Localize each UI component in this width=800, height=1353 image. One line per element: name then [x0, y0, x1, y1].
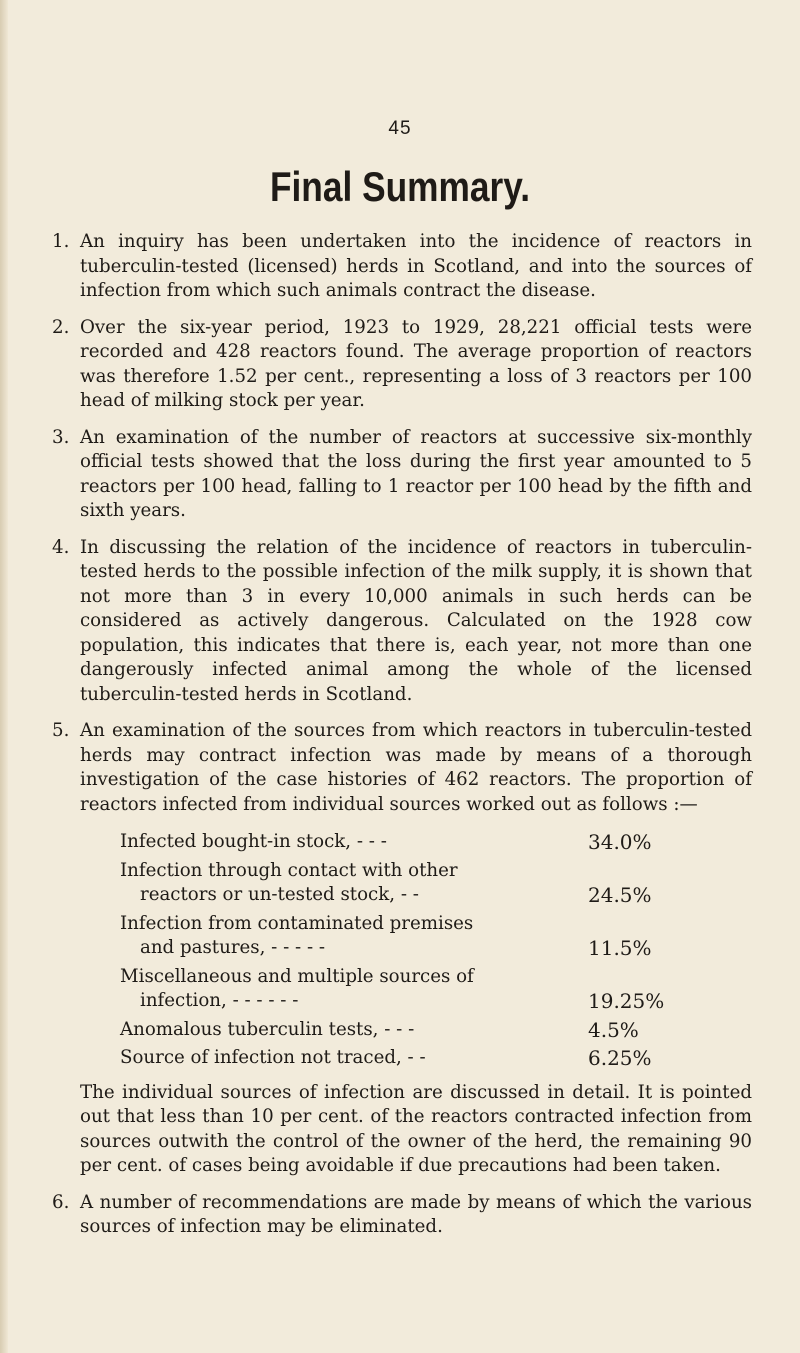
source-label: Infection from contaminated premises	[120, 912, 474, 934]
item-number: 2.	[52, 316, 70, 338]
list-item	[52, 230, 752, 304]
page-edge	[0, 0, 8, 1353]
item-text: An examination of the sources from which reactors in tuberculin-tested herds may contract infection was made by means of a thorough investigation of the case histories of 462 reactors. The proportion of reactors infected from individual sources worked out as follows :—	[80, 720, 752, 815]
source-label: Infected bought-in stock, - - -	[120, 831, 387, 852]
source-label-cont: infection, - - - - - -	[140, 990, 299, 1011]
item-text: A number of recommendations are made by means of which the various sources of infection may be eliminated.	[80, 1191, 752, 1237]
table-row	[120, 859, 700, 912]
source-label: Infection through contact with other	[120, 859, 458, 881]
list-item	[52, 719, 752, 1179]
source-label-cont: reactors or un-tested stock, - -	[140, 884, 419, 905]
source-label: Anomalous tuberculin tests, - - -	[120, 1018, 415, 1040]
infection-sources-table	[120, 830, 700, 1075]
source-label: Miscellaneous and multiple sources of	[120, 965, 474, 987]
page-title: Final Summary.	[269, 163, 531, 210]
list-item	[52, 1191, 752, 1240]
source-label: Source of infection not traced, - -	[120, 1047, 426, 1068]
source-percent: 4.5%	[588, 1017, 639, 1042]
table-row	[120, 1018, 700, 1047]
source-label-cont: and pastures, - - - - -	[140, 937, 326, 958]
item-text: Over the six-year period, 1923 to 1929, 28,221 official tests were recorded and 428 reactors found. The average proportion of reactors was therefore 1.52 per cent., representing a loss of 3 reactors per 100 head of milking stock per year.	[80, 316, 752, 411]
item-number: 3.	[52, 426, 70, 448]
item-number: 5.	[52, 720, 70, 741]
source-percent: 11.5%	[588, 936, 652, 960]
item-number: 1.	[52, 231, 70, 252]
list-item	[52, 316, 752, 414]
list-item	[52, 426, 752, 524]
source-percent: 34.0%	[588, 830, 652, 854]
table-row	[120, 1046, 700, 1075]
page-number: 45	[388, 118, 412, 139]
summary-list	[52, 230, 752, 1252]
item-text-continuation: The individual sources of infection are discussed in detail. It is pointed out that less than 10 per cent. of the reactors contracted infection from sources outwith the control of the owner of the herd, the remaining 90 per cent. of cases being avoidable if due precautions had been taken.	[80, 1081, 752, 1176]
table-row	[120, 830, 700, 859]
item-text: An examination of the number of reactors at successive six-monthly official tests showed that the loss during the first year amounted to 5 reactors per 100 head, falling to 1 reactor per 100 head by the fifth and sixth years.	[80, 426, 752, 521]
source-percent: 24.5%	[588, 883, 652, 907]
item-text: An inquiry has been undertaken into the incidence of reactors in tuberculin-tested (licensed) herds in Scotland, and into the sources of infection from which such animals contract the disease.	[80, 231, 752, 301]
item-text: In discussing the relation of the incidence of reactors in tuberculin-tested herds to the possible infection of the milk supply, it is shown that not more than 3 in every 10,000 animals in such herds can be considered as actively dangerous. Calculated on the 1928 cow population, this indicates that there is, each year, not more than one dangerously infected animal among the whole of the licensed tuberculin-tested herds in Scotland.	[80, 536, 752, 705]
table-row	[120, 965, 700, 1018]
source-percent: 19.25%	[588, 989, 665, 1013]
list-item	[52, 536, 752, 708]
table-row	[120, 912, 700, 965]
item-number: 4.	[52, 536, 70, 558]
source-percent: 6.25%	[588, 1046, 652, 1070]
item-number: 6.	[52, 1191, 70, 1213]
